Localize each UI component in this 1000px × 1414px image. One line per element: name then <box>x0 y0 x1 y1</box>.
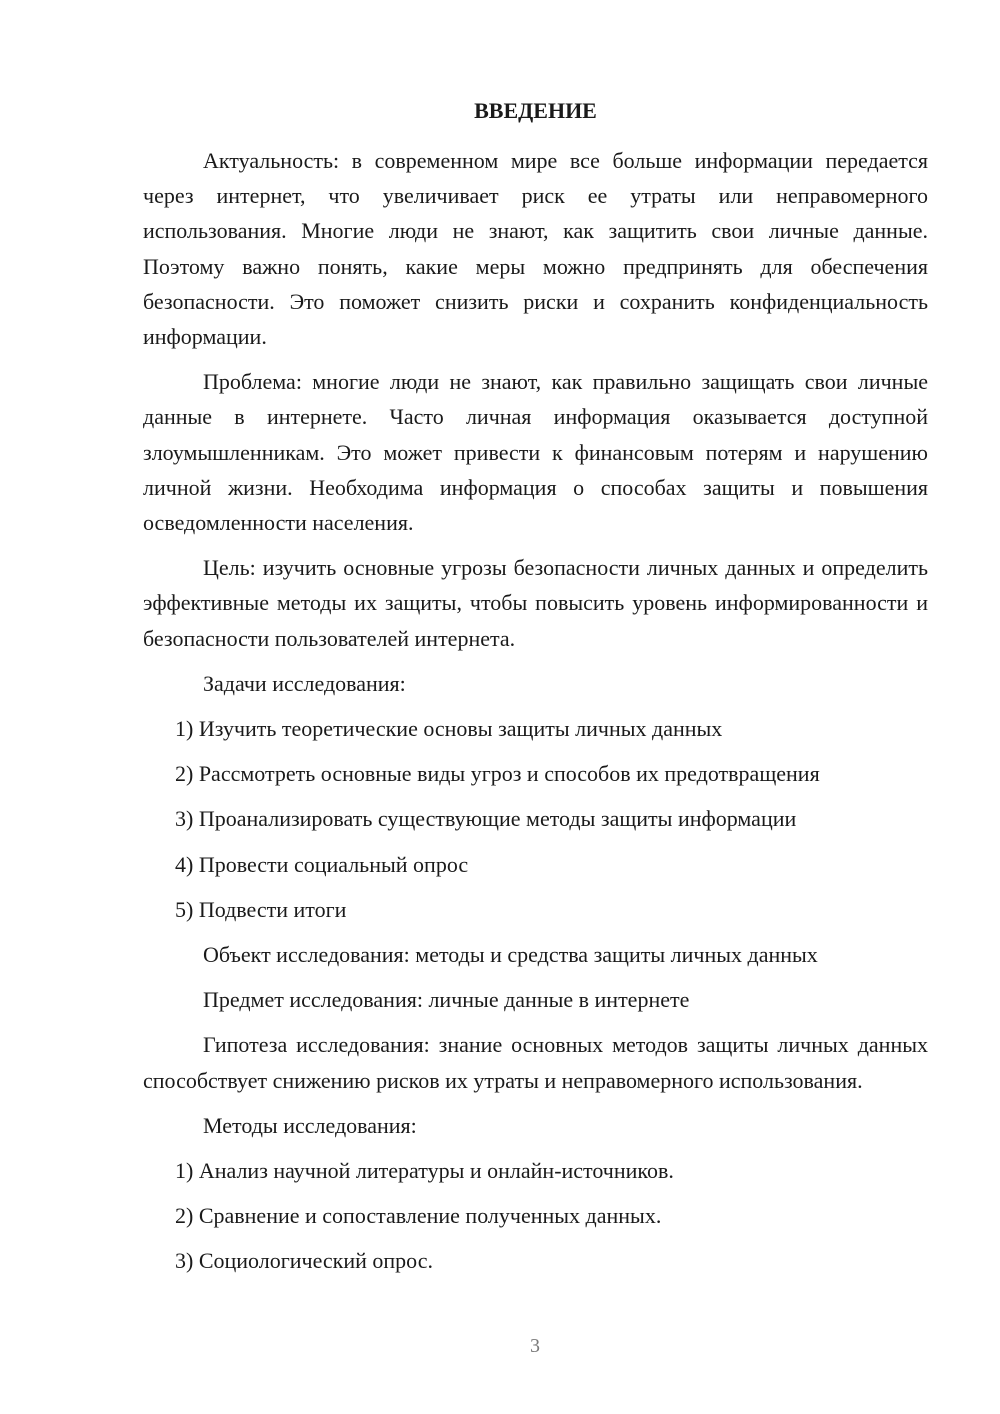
research-subject: Предмет исследования: личные данные в интернете <box>203 987 690 1013</box>
page-title: ВВЕДЕНИЕ <box>474 98 597 123</box>
method-item: 1) Анализ научной литературы и онлайн-источников. <box>175 1158 674 1184</box>
method-item: 3) Социологический опрос. <box>175 1248 433 1274</box>
tasks-heading: Задачи исследования: <box>203 670 406 696</box>
document-page <box>143 97 928 1289</box>
task-item: 5) Подвести итоги <box>175 896 347 922</box>
task-item: 2) Рассмотреть основные виды угроз и способов их предотвращения <box>175 761 820 787</box>
task-item: 3) Проанализировать существующие методы защиты информации <box>175 806 797 832</box>
task-item: 1) Изучить теоретические основы защиты личных данных <box>175 716 723 742</box>
method-item: 2) Сравнение и сопоставление полученных данных. <box>175 1203 662 1229</box>
problem-paragraph: Проблема: многие люди не знают, как правильно защищать свои личные данные в интернете. Часто личная информация оказывается доступной злоумышленникам. Это может привести к финансовым потерям и нарушению личной жизни. Необходима информация о способах защиты и повышения осведомленности населения. <box>143 369 928 536</box>
task-item: 4) Провести социальный опрос <box>175 851 469 877</box>
relevance-paragraph: Актуальность: в современном мире все больше информации передается через интернет, что увеличивает риск ее утраты или неправомерного использования. Многие люди не знают, как защитить свои личные данные. Поэтому важно понять, какие меры можно предпринять для обеспечения безопасности. Это поможет снизить риски и сохранить конфиденциальность информации. <box>143 148 928 350</box>
page-number: 3 <box>530 1335 540 1357</box>
methods-heading: Методы исследования: <box>203 1112 417 1138</box>
research-object: Объект исследования: методы и средства защиты личных данных <box>203 942 818 968</box>
hypothesis-paragraph: Гипотеза исследования: знание основных методов защиты личных данных способствует снижению рисков их утраты и неправомерного использования. <box>143 1032 928 1093</box>
goal-paragraph: Цель: изучить основные угрозы безопасности личных данных и определить эффективные методы их защиты, чтобы повысить уровень информированности и безопасности пользователей интернета. <box>143 555 928 651</box>
